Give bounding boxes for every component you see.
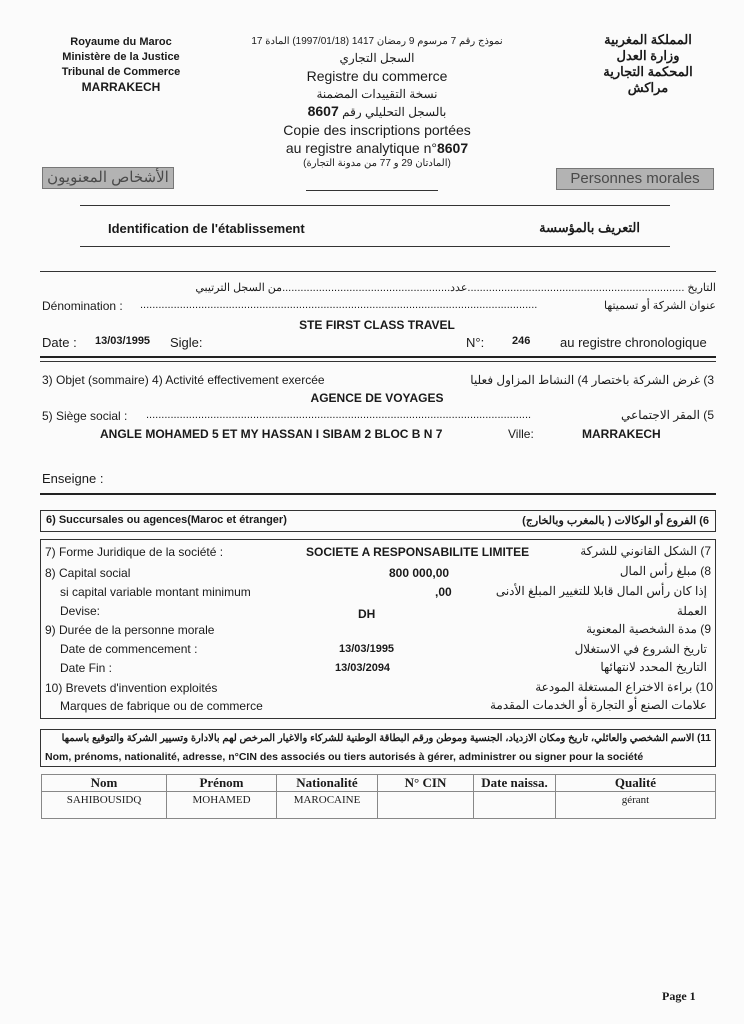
capital-ar: 8) مبلغ رأس المال: [619, 564, 711, 578]
registry-dotted-ar: التاريخ .......................................................................عدد.......................................................من السجل الترتيبي: [195, 282, 716, 294]
objet-label-ar: 3) غرض الشركة باختصار 4) النشاط المزاول فعليا: [470, 373, 714, 387]
chrono-label: au registre chronologique: [560, 335, 707, 350]
model-line: نموذج رقم 7 مرسوم 9 رمضان 1417 (1997/01/18) المادة 17: [251, 36, 503, 47]
analytic-ar: [232, 103, 522, 119]
brevets-ar: 10) براءة الاختراع المستغلة المودعة: [535, 680, 713, 694]
ministry-ar: وزارة العدل: [616, 48, 680, 63]
capital-label: 8) Capital social: [45, 566, 131, 580]
variable-label: si capital variable montant minimum: [60, 585, 251, 599]
section11-ar: 11) الاسم الشخصي والعائلي، تاريخ ومكان الازدياد، الجنسية وموطن ورقم البطاقة الوطنية للشركاء والاغيار المرخص لهم بالادارة وتسيير الشركة والتوقيع باسمها: [61, 733, 711, 744]
col-qualite: Qualité: [556, 775, 716, 792]
duree-ar: 9) مدة الشخصية المعنوية: [586, 622, 711, 636]
fin-value: 13/03/2094: [335, 662, 391, 674]
registry-top-line: [40, 271, 716, 272]
devise-value: DH: [358, 607, 376, 621]
enseigne-line: [40, 493, 716, 495]
col-date-naissance: Date naissa.: [474, 775, 556, 792]
registre-fr: Registre du commerce: [306, 68, 448, 84]
commencement-ar: تاريخ الشروع في الاستغلال: [574, 642, 707, 656]
duree-label: 9) Durée de la personne morale: [45, 623, 215, 637]
tribunal-ar: المحكمة التجارية: [603, 64, 693, 79]
commencement-value: 13/03/1995: [339, 643, 395, 655]
city-ar: مراكش: [627, 80, 669, 95]
devise-ar: العملة: [676, 604, 707, 618]
col-nationalite: Nationalité: [277, 775, 378, 792]
sigle-label: Sigle:: [170, 335, 203, 350]
header-left-block: [46, 35, 196, 95]
date-value: 13/03/1995: [95, 335, 151, 347]
no-label: N°:: [466, 335, 485, 350]
marques-label: Marques de fabrique ou de commerce: [60, 699, 263, 713]
objet-label-fr: 3) Objet (sommaire) 4) Activité effectivement exercée: [42, 373, 325, 387]
succursales-box: [40, 510, 716, 532]
col-prenom: Prénom: [167, 775, 277, 792]
ident-title-fr: Identification de l'établissement: [108, 221, 305, 236]
ville-label: Ville:: [508, 427, 534, 441]
succursales-label-fr: 6) Succursales ou agences(Maroc et étranger): [46, 514, 287, 526]
denomination-value: STE FIRST CLASS TRAVEL: [299, 318, 455, 332]
section11-box: [40, 729, 716, 767]
cell-cin: [378, 792, 474, 819]
siege-label-fr: 5) Siège social :: [42, 409, 128, 423]
copie-fr-1: Copie des inscriptions portées: [283, 122, 471, 138]
objet-value: AGENCE DE VOYAGES: [310, 391, 444, 405]
tribunal-fr: Tribunal de Commerce: [61, 66, 181, 78]
devise-label: Devise:: [60, 604, 101, 618]
articles-ar: (المادتان 29 و 77 من مدونة التجارة): [303, 158, 451, 169]
tag-french: Personnes morales: [556, 168, 714, 190]
city-fr: MARRAKECH: [81, 80, 161, 94]
brevets-label: 10) Brevets d'invention exploités: [45, 681, 218, 695]
analytic-ar-number: 8607: [307, 103, 339, 119]
fin-ar: التاريخ المحدد لانتهائها: [600, 660, 707, 674]
denomination-dots: ..................................................................................................................................: [140, 299, 538, 311]
forme-ar: 7) الشكل القانوني للشركة: [580, 544, 711, 558]
cell-qualite: gérant: [556, 792, 716, 819]
registry-bottom-line-2: [40, 361, 716, 362]
header-right-block: [588, 32, 708, 96]
fin-label: Date Fin :: [60, 661, 113, 675]
siege-dots: ..............................................................................................................................: [146, 409, 532, 421]
cell-prenom: MOHAMED: [167, 792, 277, 819]
kingdom-fr: Royaume du Maroc: [70, 36, 172, 48]
denomination-ar: عنوان الشركة أو تسميتها: [604, 300, 716, 312]
capital-value: 800 000,00: [389, 566, 450, 580]
cell-date-naissance: [474, 792, 556, 819]
tag-arabic: الأشخاص المعنويون: [42, 167, 174, 189]
copie-fr-2-text: au registre analytique n°: [285, 140, 437, 156]
commencement-label: Date de commencement :: [60, 642, 198, 656]
analytic-ar-text: بالسجل التحليلي رقم: [342, 105, 447, 119]
denomination-label: Dénomination :: [42, 299, 123, 313]
variable-value: ,00: [435, 585, 452, 599]
ministry-fr: Ministère de la Justice: [62, 51, 180, 63]
ville-value: MARRAKECH: [582, 427, 661, 441]
enseigne-label: Enseigne :: [42, 471, 104, 486]
table-row: [42, 792, 716, 819]
col-cin: N° CIN: [378, 775, 474, 792]
associates-table: [41, 774, 716, 819]
siege-address: ANGLE MOHAMED 5 ET MY HASSAN I SIBAM 2 BLOC B N 7: [100, 427, 443, 441]
kingdom-ar: المملكة المغربية: [604, 32, 692, 47]
copie-ar: نسخة التقييدات المضمنة: [316, 87, 438, 101]
ident-bottom-line: [80, 246, 670, 247]
ident-top-line: [80, 205, 670, 206]
succursales-label-ar: 6) الفروع أو الوكالات ( بالمغرب وبالخارج): [522, 515, 709, 527]
variable-ar: إذا كان رأس المال قابلا للتغيير المبلغ الأدنى: [495, 584, 707, 598]
cell-nationalite: MAROCAINE: [277, 792, 378, 819]
registry-bottom-line-1: [40, 356, 716, 358]
page-number: Page 1: [662, 989, 696, 1003]
no-value: 246: [512, 335, 531, 347]
sijil-ar: السجل التجاري: [339, 51, 415, 65]
table-header-row: [42, 775, 716, 792]
marques-ar: علامات الصنع أو التجارة أو الخدمات المقدمة: [489, 698, 707, 712]
analytic-fr-number: 8607: [436, 140, 469, 156]
ident-title-ar: التعريف بالمؤسسة: [539, 220, 640, 235]
header-underline: [306, 190, 438, 191]
details-box: [40, 539, 716, 719]
forme-value: SOCIETE A RESPONSABILITE LIMITEE: [306, 545, 530, 559]
cell-nom: SAHIBOUSIDQ: [42, 792, 167, 819]
siege-label-ar: 5) المقر الاجتماعي: [621, 408, 714, 422]
date-label: Date :: [42, 335, 77, 350]
section11-fr: Nom, prénoms, nationalité, adresse, n°CIN des associés ou tiers autorisés à gérer, administrer ou signer pour la société: [45, 751, 644, 763]
copie-fr-2: [232, 140, 522, 156]
forme-label: 7) Forme Juridique de la société :: [45, 545, 224, 559]
col-nom: Nom: [42, 775, 167, 792]
